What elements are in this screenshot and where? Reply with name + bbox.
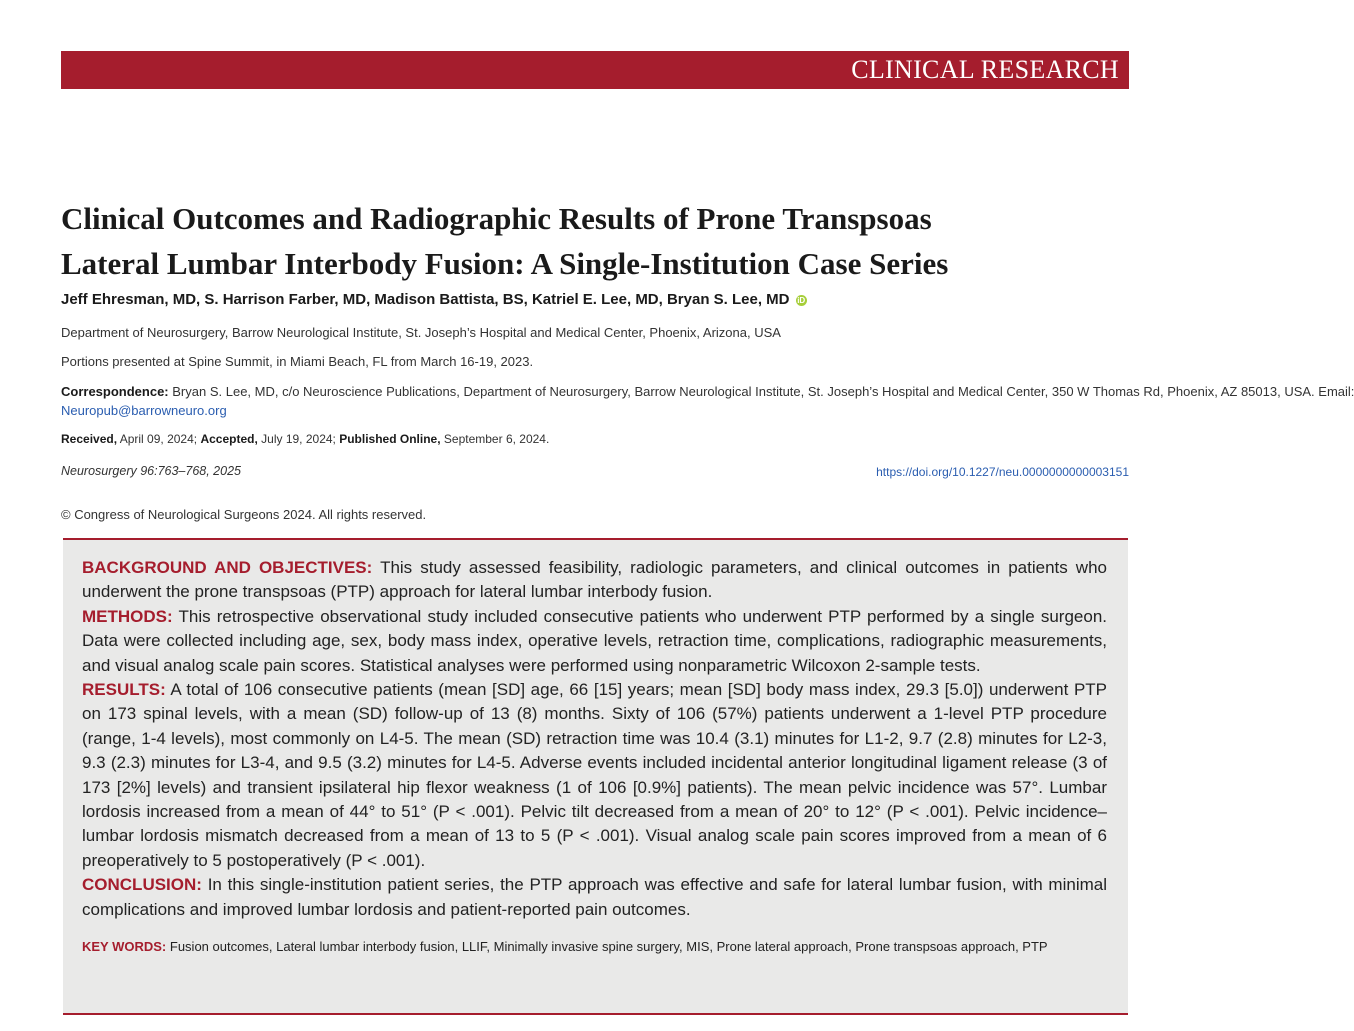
correspondence bbox=[61, 382, 1354, 420]
accepted-date: July 19, 2024; bbox=[261, 432, 336, 446]
conclusion-text: In this single-institution patient series, the PTP approach was effective and safe for lateral lumbar fusion, with minimal complications and improved lumbar lordosis and patient-reported pain outcomes. bbox=[82, 875, 1107, 919]
presentation-note: Portions presented at Spine Summit, in Miami Beach, FL from March 16-19, 2023. bbox=[61, 354, 534, 369]
results-heading: RESULTS: bbox=[82, 680, 166, 700]
abstract-results bbox=[82, 678, 1107, 873]
background-heading: BACKGROUND AND OBJECTIVES: bbox=[82, 558, 373, 577]
abstract-background bbox=[82, 556, 1107, 605]
orcid-icon[interactable]: iD bbox=[797, 296, 806, 305]
authors-text: Jeff Ehresman, MD, S. Harrison Farber, MD, Madison Battista, BS, Katriel E. Lee, MD, Bryan S. Lee, MD bbox=[61, 291, 790, 308]
results-text: A total of 106 consecutive patients (mean [SD] age, 66 [15] years; mean [SD] body mass index, 29.3 [5.0]) underwent PTP on 173 spinal levels, with a mean (SD) follow-up of 13 (8) months. Sixty of 106 (57%) patients underwent a 1-level PTP procedure (range, 1-4 levels), most commonly on L4-5. The mean (SD) retraction time was 10.4 (3.1) minutes for L1-2, 9.7 (2.8) minutes for L2-3, 9.3 (2.3) minutes for L3-4, and 9.5 (3.2) minutes for L4-5. Adverse events included incidental anterior longitudinal ligament release (3 of 173 [2%] levels) and transient ipsilateral hip flexor weakness (1 of 106 [0.9%] patients). The mean pelvic incidence was 57°. Lumbar lordosis increased from a mean of 44° to 51° (P < .001). Pelvic tilt decreased from a mean of 20° to 12° (P < .001). Pelvic incidence–lumbar lordosis mismatch decreased from a mean of 13 to 5 (P < .001). Visual analog scale pain scores improved from a mean of 6 preoperatively to 5 postoperatively (P < .001). bbox=[82, 680, 1108, 870]
published-date: September 6, 2024. bbox=[443, 432, 550, 446]
keywords-label: KEY WORDS: bbox=[82, 939, 167, 955]
title-line-1: Clinical Outcomes and Radiographic Results of Prone Transpsoas bbox=[61, 201, 932, 236]
article-dates bbox=[61, 432, 549, 446]
background-text: This study assessed feasibility, radiologic parameters, and clinical outcomes in patients who underwent the prone transpsoas (PTP) approach for lateral lumbar interbody fusion. bbox=[82, 558, 1107, 602]
author-list bbox=[61, 291, 807, 308]
correspondence-text: Bryan S. Lee, MD, c/o Neuroscience Publications, Department of Neurosurgery, Barrow Neurological Institute, St. Joseph’s Hospital and Medical Center, 350 W Thomas Rd, Phoenix, AZ 85013, USA. Email: bbox=[172, 384, 1354, 399]
keywords bbox=[82, 937, 1107, 956]
abstract-methods bbox=[82, 605, 1107, 678]
conclusion-heading: CONCLUSION: bbox=[82, 875, 202, 895]
keywords-text: Fusion outcomes, Lateral lumbar interbody fusion, LLIF, Minimally invasive spine surgery, MIS, Prone lateral approach, Prone transpsoas approach, PTP bbox=[169, 939, 1048, 955]
section-banner bbox=[61, 51, 1129, 89]
received-date: April 09, 2024; bbox=[119, 432, 198, 446]
affiliation: Department of Neurosurgery, Barrow Neurological Institute, St. Joseph’s Hospital and Medical Center, Phoenix, Arizona, USA bbox=[61, 325, 781, 340]
accepted-label: Accepted, bbox=[200, 432, 258, 446]
copyright-notice: © Congress of Neurological Surgeons 2024. All rights reserved. bbox=[61, 507, 427, 522]
abstract-conclusion bbox=[82, 873, 1107, 922]
section-label: CLINICAL RESEARCH bbox=[851, 55, 1119, 84]
published-label: Published Online, bbox=[339, 432, 441, 446]
correspondence-email-link[interactable]: Neuropub@barrowneuro.org bbox=[61, 403, 227, 418]
doi-link[interactable]: https://doi.org/10.1227/neu.0000000000003151 bbox=[876, 465, 1129, 479]
methods-heading: METHODS: bbox=[82, 606, 173, 626]
received-label: Received, bbox=[61, 432, 118, 446]
title-line-2: Lateral Lumbar Interbody Fusion: A Single-Institution Case Series bbox=[61, 246, 949, 281]
correspondence-label: Correspondence: bbox=[61, 384, 169, 399]
article-title bbox=[61, 196, 1141, 286]
methods-text: This retrospective observational study included consecutive patients who underwent PTP performed by a single surgeon. Data were collected including age, sex, body mass index, operative levels, retraction time, complications, radiographic measurements, and visual analog scale pain scores. Statistical analyses were performed using nonparametric Wilcoxon 2-sample tests. bbox=[82, 606, 1107, 675]
journal-citation: Neurosurgery 96:763–768, 2025 bbox=[61, 464, 241, 478]
abstract-box bbox=[63, 538, 1128, 1015]
